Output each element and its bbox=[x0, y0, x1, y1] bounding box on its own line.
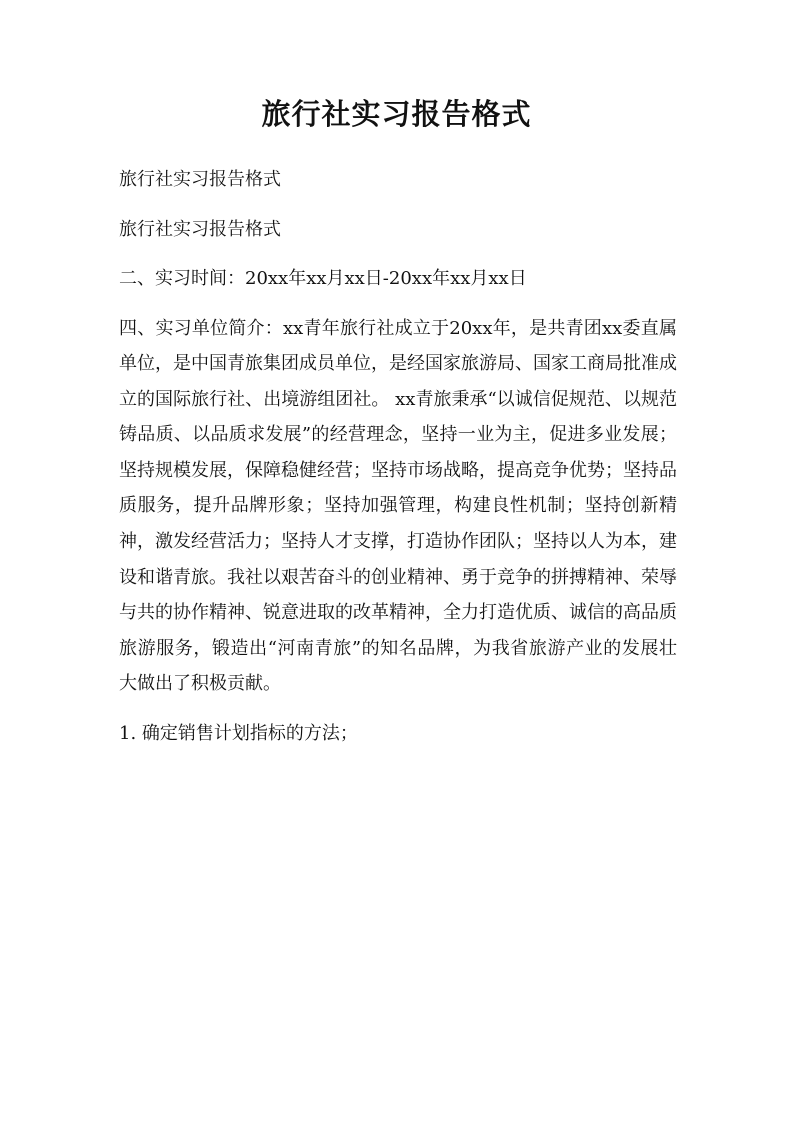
paragraph-sales-plan-method: 1. 确定销售计划指标的方法； bbox=[119, 723, 358, 745]
document-title: 旅行社实习报告格式 bbox=[261, 97, 532, 131]
paragraph-heading-repeat-1: 旅行社实习报告格式 bbox=[119, 169, 281, 190]
paragraph-company-intro: 四、实习单位简介：xx青年旅行社成立于20xx年，是共青团xx委直属单位，是中国青旅集团成员单位，是经国家旅游局、国家工商局批准成立的国际旅行社、出境游组团社。 xx青旅秉承“以诚信促规范、以规范铸品质、以品质求发展”的经营理念，坚持一业为主，促进多业发展；坚持规模发展，保障稳健经营；坚持市场战略，提高竞争优势；坚持品质服务，提升品牌形象；坚持加强管理，构建良性机制；坚持创新精神，激发经营活力；坚持人才支撑，打造协作团队；坚持以人为本，建设和谐青旅。我社以艰苦奋斗的创业精神、勇于竞争的拼搏精神、荣辱与共的协作精神、锐意进取的改革精神，全力打造优质、诚信的高品质旅游服务，锻造出“河南青旅”的知名品牌，为我省旅游产业的发展壮大做出了积极贡献。 bbox=[119, 317, 677, 695]
document-body bbox=[119, 162, 677, 766]
paragraph-internship-time: 二、实习时间：20xx年xx月xx日-20xx年xx月xx日 bbox=[119, 268, 527, 289]
paragraph-heading-repeat-2: 旅行社实习报告格式 bbox=[119, 218, 281, 240]
